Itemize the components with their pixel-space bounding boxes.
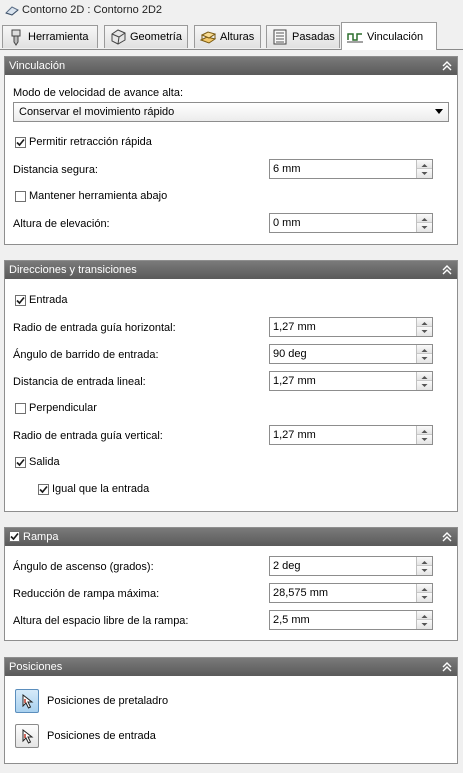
panel-title: Direcciones y transiciones	[9, 264, 137, 276]
entry-horizontal-radius-field[interactable]	[269, 317, 433, 337]
safe-distance-input[interactable]	[270, 160, 413, 178]
entry-label: Entrada	[29, 294, 68, 306]
entry-linear-distance-label: Distancia de entrada lineal:	[13, 376, 146, 388]
predrill-positions-button[interactable]	[15, 689, 39, 713]
entry-sweep-angle-input[interactable]	[270, 345, 413, 363]
feed-mode-label: Modo de velocidad de avance alta:	[13, 87, 184, 99]
panel-header[interactable]	[5, 528, 457, 546]
check-icon	[39, 485, 48, 494]
max-ramp-stepdown-field[interactable]	[269, 583, 433, 603]
panel-vinculacion	[4, 56, 458, 245]
spin-down-icon[interactable]	[417, 435, 432, 444]
entry-vertical-radius-spinner[interactable]	[416, 426, 432, 444]
ramp-clearance-height-input[interactable]	[270, 611, 413, 629]
entry-checkbox[interactable]	[15, 295, 26, 306]
tab-label: Vinculación	[367, 30, 424, 43]
spin-up-icon[interactable]	[417, 557, 432, 566]
lift-height-label: Altura de elevación:	[13, 218, 110, 230]
perpendicular-checkbox[interactable]	[15, 403, 26, 414]
check-icon	[16, 458, 25, 467]
tab-label: Geometría	[130, 31, 182, 43]
spin-down-icon[interactable]	[417, 381, 432, 390]
collapse-icon[interactable]	[441, 531, 453, 543]
entry-horizontal-radius-input[interactable]	[270, 318, 413, 336]
collapse-icon[interactable]	[441, 661, 453, 673]
contour-operation-icon	[5, 4, 19, 16]
entry-vertical-radius-field[interactable]	[269, 425, 433, 445]
spin-up-icon[interactable]	[417, 426, 432, 435]
max-ramp-stepdown-input[interactable]	[270, 584, 413, 602]
spin-up-icon[interactable]	[417, 214, 432, 223]
spin-down-icon[interactable]	[417, 354, 432, 363]
allow-rapid-retract-label: Permitir retracción rápida	[29, 136, 152, 148]
keep-tool-down-checkbox[interactable]	[15, 191, 26, 202]
panel-direcciones	[4, 260, 458, 512]
collapse-icon[interactable]	[441, 264, 453, 276]
keep-tool-down-label: Mantener herramienta abajo	[29, 190, 168, 202]
title-bar	[0, 0, 463, 22]
feed-mode-select[interactable]	[13, 102, 449, 122]
entry-sweep-angle-label: Ángulo de barrido de entrada:	[13, 349, 159, 361]
lift-height-input[interactable]	[270, 214, 413, 232]
tab-strip	[0, 22, 463, 50]
panel-title: Rampa	[23, 531, 59, 543]
panel-rampa	[4, 527, 458, 641]
heights-icon	[199, 28, 217, 46]
ramp-angle-label: Ángulo de ascenso (grados):	[13, 561, 154, 573]
panel-header[interactable]	[5, 261, 457, 279]
spin-up-icon[interactable]	[417, 160, 432, 169]
entry-horizontal-radius-spinner[interactable]	[416, 318, 432, 336]
panel-header[interactable]	[5, 658, 457, 676]
ramp-angle-input[interactable]	[270, 557, 413, 575]
ramp-angle-field[interactable]	[269, 556, 433, 576]
spin-down-icon[interactable]	[417, 223, 432, 232]
tab-label: Herramienta	[28, 31, 89, 43]
spin-up-icon[interactable]	[417, 345, 432, 354]
perpendicular-label: Perpendicular	[29, 402, 97, 414]
tab-herramienta[interactable]	[2, 25, 98, 48]
spin-up-icon[interactable]	[417, 318, 432, 327]
check-icon	[10, 532, 19, 541]
tab-label: Alturas	[220, 31, 255, 43]
entry-positions-button[interactable]	[15, 724, 39, 748]
spin-down-icon[interactable]	[417, 566, 432, 575]
spin-down-icon[interactable]	[417, 327, 432, 336]
same-as-entry-label: Igual que la entrada	[52, 483, 150, 495]
spin-up-icon[interactable]	[417, 584, 432, 593]
ramp-clearance-height-label: Altura del espacio libre de la rampa:	[13, 615, 189, 627]
ramp-clearance-height-field[interactable]	[269, 610, 433, 630]
check-icon	[16, 296, 25, 305]
spin-down-icon[interactable]	[417, 620, 432, 629]
entry-positions-label: Posiciones de entrada	[47, 730, 156, 742]
panel-header[interactable]	[5, 57, 457, 75]
tab-vinculacion[interactable]	[341, 22, 437, 50]
tab-alturas[interactable]	[194, 25, 261, 48]
panel-posiciones	[4, 657, 458, 764]
check-icon	[16, 138, 25, 147]
pointer-icon	[22, 694, 34, 709]
linking-icon	[346, 28, 364, 46]
dropdown-arrow-icon	[435, 109, 443, 114]
max-ramp-stepdown-spinner[interactable]	[416, 584, 432, 602]
spin-up-icon[interactable]	[417, 611, 432, 620]
ramp-clearance-height-spinner[interactable]	[416, 611, 432, 629]
pointer-icon	[22, 729, 34, 744]
tab-geometria[interactable]	[104, 25, 188, 48]
entry-linear-distance-spinner[interactable]	[416, 372, 432, 390]
lift-height-spinner[interactable]	[416, 214, 432, 232]
panel-title: Posiciones	[9, 661, 63, 673]
safe-distance-field[interactable]	[269, 159, 433, 179]
panel-title: Vinculación	[9, 60, 66, 72]
tab-pasadas[interactable]	[266, 25, 340, 48]
spin-down-icon[interactable]	[417, 593, 432, 602]
safe-distance-label: Distancia segura:	[13, 164, 98, 176]
ramp-angle-spinner[interactable]	[416, 557, 432, 575]
entry-sweep-angle-spinner[interactable]	[416, 345, 432, 363]
passes-icon	[271, 28, 289, 46]
safe-distance-spinner[interactable]	[416, 160, 432, 178]
entry-linear-distance-input[interactable]	[270, 372, 413, 390]
spin-down-icon[interactable]	[417, 169, 432, 178]
max-ramp-stepdown-label: Reducción de rampa máxima:	[13, 588, 160, 600]
entry-linear-distance-field[interactable]	[269, 371, 433, 391]
entry-horizontal-radius-label: Radio de entrada guía horizontal:	[13, 322, 176, 334]
tab-label: Pasadas	[292, 31, 335, 43]
predrill-positions-label: Posiciones de pretaladro	[47, 695, 169, 707]
spin-up-icon[interactable]	[417, 372, 432, 381]
same-as-entry-checkbox[interactable]	[38, 484, 49, 495]
exit-checkbox[interactable]	[15, 457, 26, 468]
allow-rapid-retract-checkbox[interactable]	[15, 137, 26, 148]
ramp-enable-checkbox[interactable]	[9, 531, 20, 542]
entry-vertical-radius-label: Radio de entrada guía vertical:	[13, 430, 163, 442]
entry-sweep-angle-field[interactable]	[269, 344, 433, 364]
feed-mode-value: Conservar el movimiento rápido	[19, 106, 175, 118]
collapse-icon[interactable]	[441, 60, 453, 72]
window-title: Contorno 2D : Contorno 2D2	[22, 4, 163, 16]
entry-vertical-radius-input[interactable]	[270, 426, 413, 444]
lift-height-field[interactable]	[269, 213, 433, 233]
geometry-icon	[109, 28, 127, 46]
exit-label: Salida	[29, 456, 60, 468]
tool-icon	[7, 28, 25, 46]
